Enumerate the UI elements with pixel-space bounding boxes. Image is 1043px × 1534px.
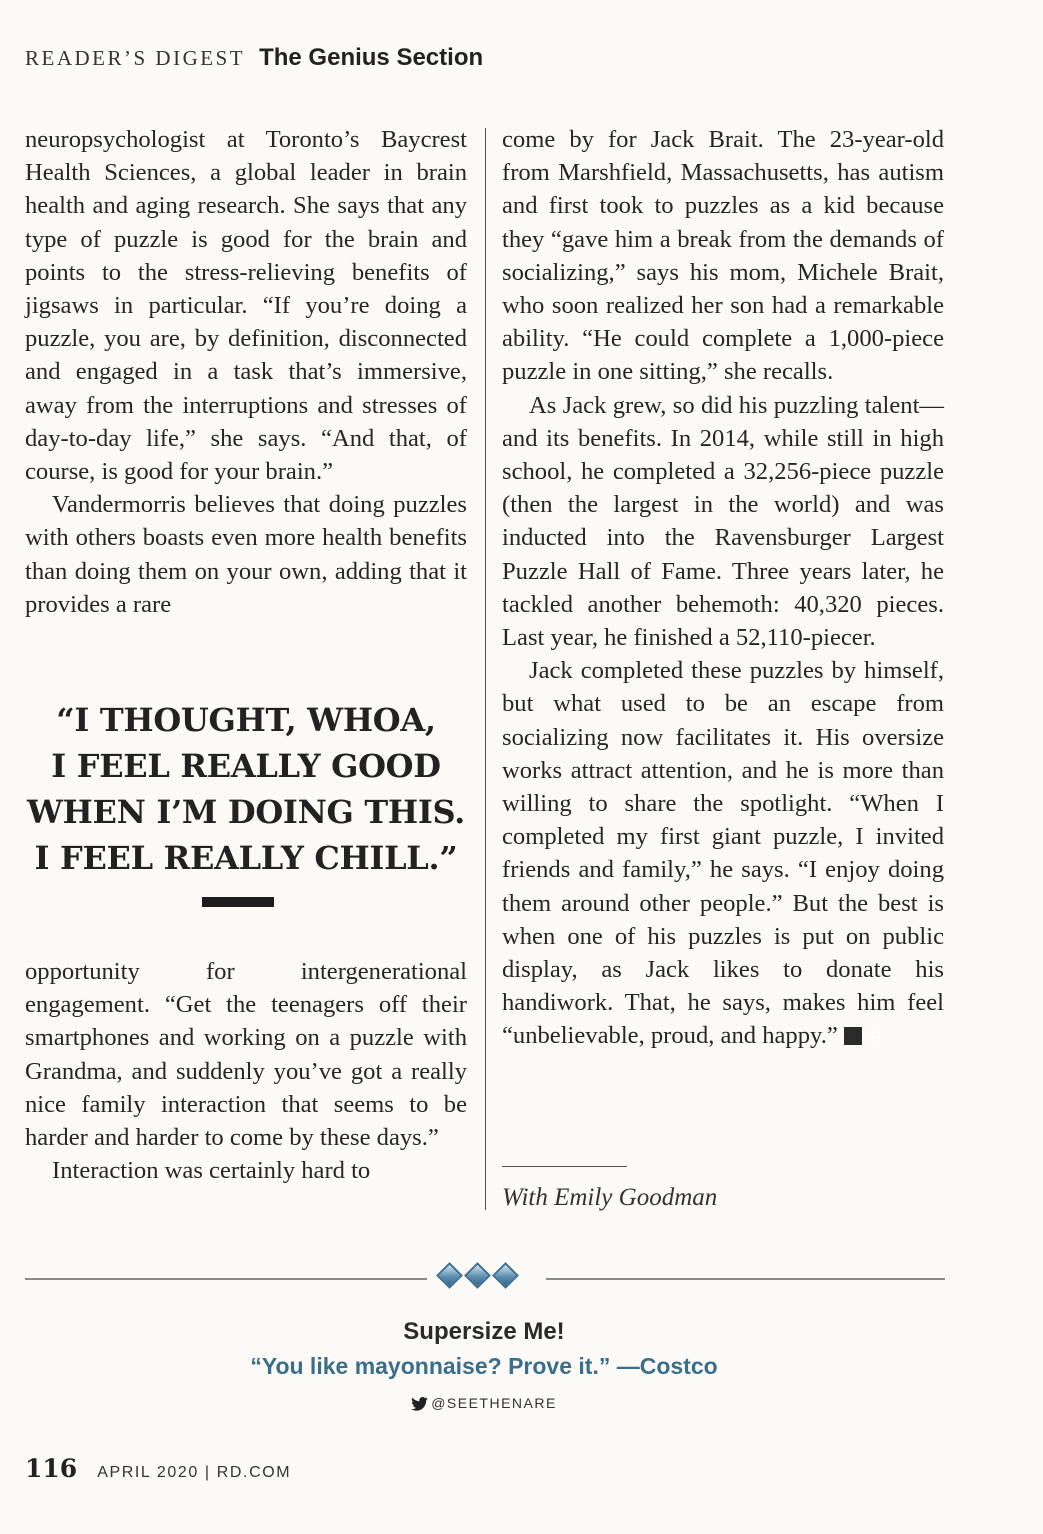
credit-rule	[502, 1166, 627, 1167]
diamond-ornament	[440, 1266, 515, 1285]
body-paragraph: Interaction was certainly hard to	[52, 1157, 371, 1185]
joke-title: Supersize Me!	[403, 1318, 565, 1345]
pull-quote-line: I FEEL REALLY CHILL.”	[34, 839, 458, 877]
ornament-line-right	[546, 1278, 945, 1280]
diamond-icon	[436, 1262, 463, 1289]
twitter-handle	[0, 1395, 968, 1411]
body-paragraph: opportunity for intergenerational engagement. “Get the teenagers off their smartphones and working on a puzzle with Grandma, and suddenly you’ve got a really nice family interaction that seems to be harder and harder to come by these days.”	[25, 958, 467, 1152]
left-column-lower	[25, 955, 467, 1187]
column-divider	[485, 128, 486, 1210]
section-title: The Genius Section	[259, 44, 484, 71]
pull-quote-line: I FEEL REALLY GOOD	[51, 747, 441, 785]
body-paragraph: neuropsychologist at Toronto’s Baycrest Health Sciences, a global leader in brain health and aging research. She says that any type of puzzle is good for the brain and points to the stress-relieving benefits of jigsaws in particular. “If you’re doing a puzzle, you are, by definition, disconnected and engaged in a task that’s immersive, away from the interruptions and stresses of day-to-day life,” she says. “And that, of course, is good for your brain.”	[25, 126, 467, 486]
body-paragraph: come by for Jack Brait. The 23-year-old from Marshfield, Massachusetts, has autism and first took to puzzles as a kid because they “gave him a break from the demands of socializing,” says his mom, Michele Brait, who soon realized her son had a remarkable ability. “He could complete a 1,000-piece puzzle in one sitting,” she recalls.	[502, 126, 944, 386]
pull-quote-line: WHEN I’M DOING THIS.	[26, 793, 466, 831]
twitter-bird-icon	[411, 1397, 428, 1411]
joke-text: “You like mayonnaise? Prove it.” —Costco	[250, 1353, 718, 1379]
body-paragraph: Vandermorris believes that doing puzzles with others boasts even more health benefits than doing them on your own, adding that it provides a rare	[25, 491, 467, 618]
end-mark-icon: R	[844, 1027, 862, 1045]
pull-quote-line: “I THOUGHT, WHOA,	[56, 701, 436, 739]
diamond-icon	[464, 1262, 491, 1289]
pull-quote	[25, 697, 467, 881]
twitter-handle-text: @SEETHENARE	[431, 1395, 557, 1411]
pull-quote-bar	[202, 897, 274, 907]
ornament-line-left	[25, 1278, 427, 1280]
page-number: 116	[25, 1454, 78, 1483]
page-footer	[25, 1454, 291, 1483]
left-column-upper	[25, 123, 467, 621]
diamond-icon	[492, 1262, 519, 1289]
running-header	[25, 44, 483, 72]
magazine-name: READER’S DIGEST	[25, 46, 246, 70]
author-credit: With Emily Goodman	[502, 1184, 718, 1211]
body-paragraph-final	[502, 654, 944, 1052]
right-column	[502, 123, 944, 1053]
body-paragraph-text: Jack completed these puzzles by himself, but what used to be an escape from socializing now facilitates it. His oversize works attract attention, and he is more than willing to share the spotlight. “When I completed my first giant puzzle, I invited friends and family,” he says. “I enjoy doing them around other people.” But the best is when one of his puzzles is put on public display, as Jack likes to donate his handiwork. That, he says, makes him feel “unbelievable, proud, and happy.”	[502, 657, 944, 1050]
issue-info: APRIL 2020 | RD.COM	[97, 1464, 292, 1481]
body-paragraph: As Jack grew, so did his puzzling talent—and its benefits. In 2014, while still in high school, he completed a 32,256-piece puzzle (then the largest in the world) and was inducted into the Ravensburger Largest Puzzle Hall of Fame. Three years later, he tackled another behemoth: 40,320 pieces. Last year, he finished a 52,110-piecer.	[502, 391, 944, 652]
